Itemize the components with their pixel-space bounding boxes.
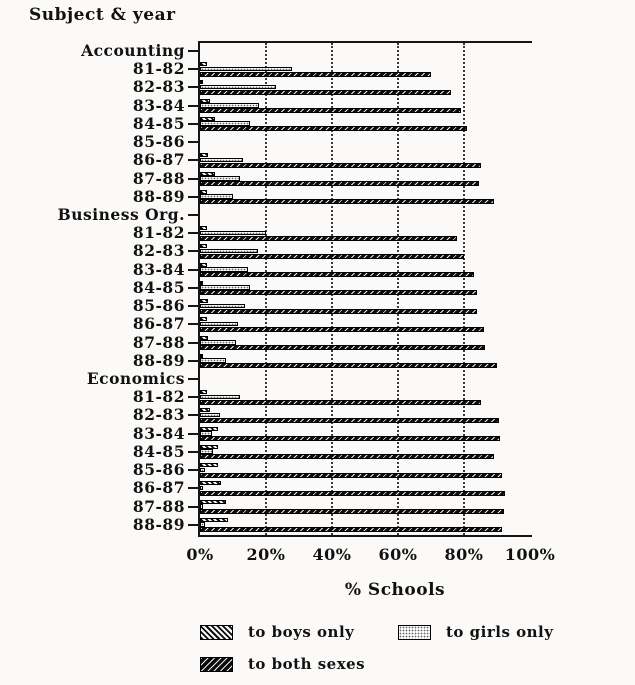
y-axis-tick bbox=[188, 250, 200, 252]
bar-boys-only bbox=[200, 500, 226, 504]
x-tick-label-60: 60% bbox=[378, 545, 418, 564]
bar-both-sexes bbox=[200, 199, 494, 204]
y-axis-tick bbox=[188, 360, 200, 362]
bar-girls-only bbox=[200, 304, 245, 309]
bar-girls-only bbox=[200, 358, 226, 363]
bar-both-sexes bbox=[200, 345, 485, 350]
year-label: 85-86 bbox=[132, 132, 185, 152]
legend-item-boys-only bbox=[200, 623, 354, 641]
bar-both-sexes bbox=[200, 327, 484, 332]
bar-both-sexes bbox=[200, 509, 504, 514]
year-label: 88-89 bbox=[132, 514, 185, 534]
bar-boys-only bbox=[200, 281, 203, 285]
year-label: 82-83 bbox=[132, 241, 185, 261]
y-axis-tick bbox=[188, 378, 200, 380]
bar-both-sexes bbox=[200, 181, 479, 186]
year-label: 85-86 bbox=[132, 296, 185, 316]
year-label: 86-87 bbox=[132, 150, 185, 170]
year-label: 83-84 bbox=[132, 423, 185, 443]
bar-girls-only bbox=[200, 85, 276, 90]
year-label: 87-88 bbox=[132, 168, 185, 188]
year-label: 81-82 bbox=[132, 223, 185, 243]
year-label: 87-88 bbox=[132, 332, 185, 352]
bar-girls-only bbox=[200, 249, 258, 254]
year-label: 87-88 bbox=[132, 496, 185, 516]
bar-both-sexes bbox=[200, 454, 494, 459]
bar-both-sexes bbox=[200, 473, 502, 478]
legend-item-both-sexes bbox=[200, 655, 365, 673]
y-axis-title: Subject & year bbox=[29, 5, 176, 25]
bar-girls-only bbox=[200, 522, 205, 527]
bar-boys-only bbox=[200, 481, 221, 485]
subject-label: Economics bbox=[86, 369, 185, 388]
bar-both-sexes bbox=[200, 90, 451, 95]
gridline-20pct bbox=[265, 43, 267, 535]
y-axis-tick bbox=[188, 487, 200, 489]
bar-girls-only bbox=[200, 267, 248, 272]
bar-boys-only bbox=[200, 263, 207, 267]
year-label: 85-86 bbox=[132, 460, 185, 480]
legend-label-both-sexes: to both sexes bbox=[248, 655, 366, 673]
bar-girls-only bbox=[200, 504, 203, 509]
y-axis-tick bbox=[188, 214, 200, 216]
subject-label: Accounting bbox=[81, 41, 185, 60]
bar-boys-only bbox=[200, 427, 218, 431]
bar-girls-only bbox=[200, 231, 266, 236]
bar-girls-only bbox=[200, 67, 292, 72]
bar-boys-only bbox=[200, 62, 207, 66]
bar-girls-only bbox=[200, 176, 240, 181]
gridline-80pct bbox=[463, 43, 465, 535]
x-tick-label-20: 20% bbox=[246, 545, 286, 564]
x-tick-label-40: 40% bbox=[312, 545, 352, 564]
bar-boys-only bbox=[200, 336, 208, 340]
y-axis-tick bbox=[188, 396, 200, 398]
bar-both-sexes bbox=[200, 436, 500, 441]
year-label: 86-87 bbox=[132, 478, 185, 498]
bar-girls-only bbox=[200, 103, 259, 108]
legend-item-girls-only bbox=[398, 623, 553, 641]
bar-girls-only bbox=[200, 121, 250, 126]
y-axis-tick bbox=[188, 287, 200, 289]
y-axis-tick bbox=[188, 50, 200, 52]
bar-boys-only bbox=[200, 518, 228, 522]
y-axis-tick bbox=[188, 469, 200, 471]
y-axis-tick bbox=[188, 524, 200, 526]
gridline-40pct bbox=[331, 43, 333, 535]
bar-both-sexes bbox=[200, 254, 464, 259]
y-axis-tick bbox=[188, 159, 200, 161]
bar-girls-only bbox=[200, 285, 250, 290]
y-axis-tick bbox=[188, 86, 200, 88]
bar-girls-only bbox=[200, 340, 236, 345]
bar-girls-only bbox=[200, 158, 243, 163]
y-axis-tick bbox=[188, 196, 200, 198]
bar-both-sexes bbox=[200, 491, 505, 496]
bar-boys-only bbox=[200, 80, 203, 84]
bar-both-sexes bbox=[200, 108, 461, 113]
x-tick-label-80: 80% bbox=[444, 545, 484, 564]
legend-label-girls-only: to girls only bbox=[446, 623, 554, 641]
both-sexes-hatch-swatch bbox=[200, 657, 233, 672]
bar-both-sexes bbox=[200, 72, 431, 77]
boys-only-hatch-swatch bbox=[200, 625, 233, 640]
year-label: 88-89 bbox=[132, 350, 185, 370]
y-axis-tick bbox=[188, 414, 200, 416]
bar-boys-only bbox=[200, 445, 218, 449]
y-axis-tick bbox=[188, 305, 200, 307]
y-axis-tick bbox=[188, 506, 200, 508]
y-axis-tick bbox=[188, 141, 200, 143]
bar-both-sexes bbox=[200, 290, 477, 295]
year-label: 84-85 bbox=[132, 277, 185, 297]
year-label: 88-89 bbox=[132, 186, 185, 206]
y-axis-tick bbox=[188, 451, 200, 453]
y-axis-tick bbox=[188, 105, 200, 107]
bar-girls-only bbox=[200, 322, 238, 327]
bar-both-sexes bbox=[200, 126, 467, 131]
bar-both-sexes bbox=[200, 236, 457, 241]
year-label: 84-85 bbox=[132, 441, 185, 461]
bar-both-sexes bbox=[200, 363, 497, 368]
bar-girls-only bbox=[200, 395, 240, 400]
y-axis-tick bbox=[188, 232, 200, 234]
bar-boys-only bbox=[200, 172, 215, 176]
y-axis-tick bbox=[188, 269, 200, 271]
bar-both-sexes bbox=[200, 527, 502, 532]
x-axis-title: % Schools bbox=[344, 580, 446, 600]
bar-both-sexes bbox=[200, 418, 499, 423]
bar-boys-only bbox=[200, 190, 207, 194]
x-tick-label-100: 100% bbox=[504, 545, 556, 564]
bar-girls-only bbox=[200, 413, 220, 418]
x-tick-label-0: 0% bbox=[186, 545, 214, 564]
bar-boys-only bbox=[200, 354, 203, 358]
bar-boys-only bbox=[200, 153, 208, 157]
girls-only-stipple-swatch bbox=[398, 625, 431, 640]
plot-area bbox=[198, 41, 532, 537]
bar-boys-only bbox=[200, 244, 207, 248]
bar-boys-only bbox=[200, 99, 210, 103]
y-axis-tick bbox=[188, 323, 200, 325]
bar-boys-only bbox=[200, 390, 207, 394]
year-label: 82-83 bbox=[132, 77, 185, 97]
year-label: 81-82 bbox=[132, 59, 185, 79]
y-axis-tick bbox=[188, 433, 200, 435]
bar-both-sexes bbox=[200, 163, 481, 168]
year-label: 83-84 bbox=[132, 259, 185, 279]
bar-boys-only bbox=[200, 408, 210, 412]
y-axis-tick bbox=[188, 178, 200, 180]
bar-boys-only bbox=[200, 317, 207, 321]
subject-label: Business Org. bbox=[57, 205, 185, 224]
bar-girls-only bbox=[200, 431, 212, 436]
bar-both-sexes bbox=[200, 400, 481, 405]
bar-boys-only bbox=[200, 463, 218, 467]
bar-girls-only bbox=[200, 468, 205, 473]
bar-both-sexes bbox=[200, 309, 477, 314]
y-axis-tick bbox=[188, 123, 200, 125]
bar-boys-only bbox=[200, 117, 215, 121]
legend-label-boys-only: to boys only bbox=[248, 623, 355, 641]
bar-girls-only bbox=[200, 486, 203, 491]
year-label: 84-85 bbox=[132, 113, 185, 133]
y-axis-tick bbox=[188, 68, 200, 70]
bar-girls-only bbox=[200, 449, 213, 454]
year-label: 81-82 bbox=[132, 387, 185, 407]
year-label: 83-84 bbox=[132, 95, 185, 115]
bar-both-sexes bbox=[200, 272, 474, 277]
bar-boys-only bbox=[200, 226, 207, 230]
year-label: 82-83 bbox=[132, 405, 185, 425]
year-label: 86-87 bbox=[132, 314, 185, 334]
bar-girls-only bbox=[200, 194, 233, 199]
y-axis-tick bbox=[188, 342, 200, 344]
gridline-60pct bbox=[397, 43, 399, 535]
bar-boys-only bbox=[200, 299, 208, 303]
